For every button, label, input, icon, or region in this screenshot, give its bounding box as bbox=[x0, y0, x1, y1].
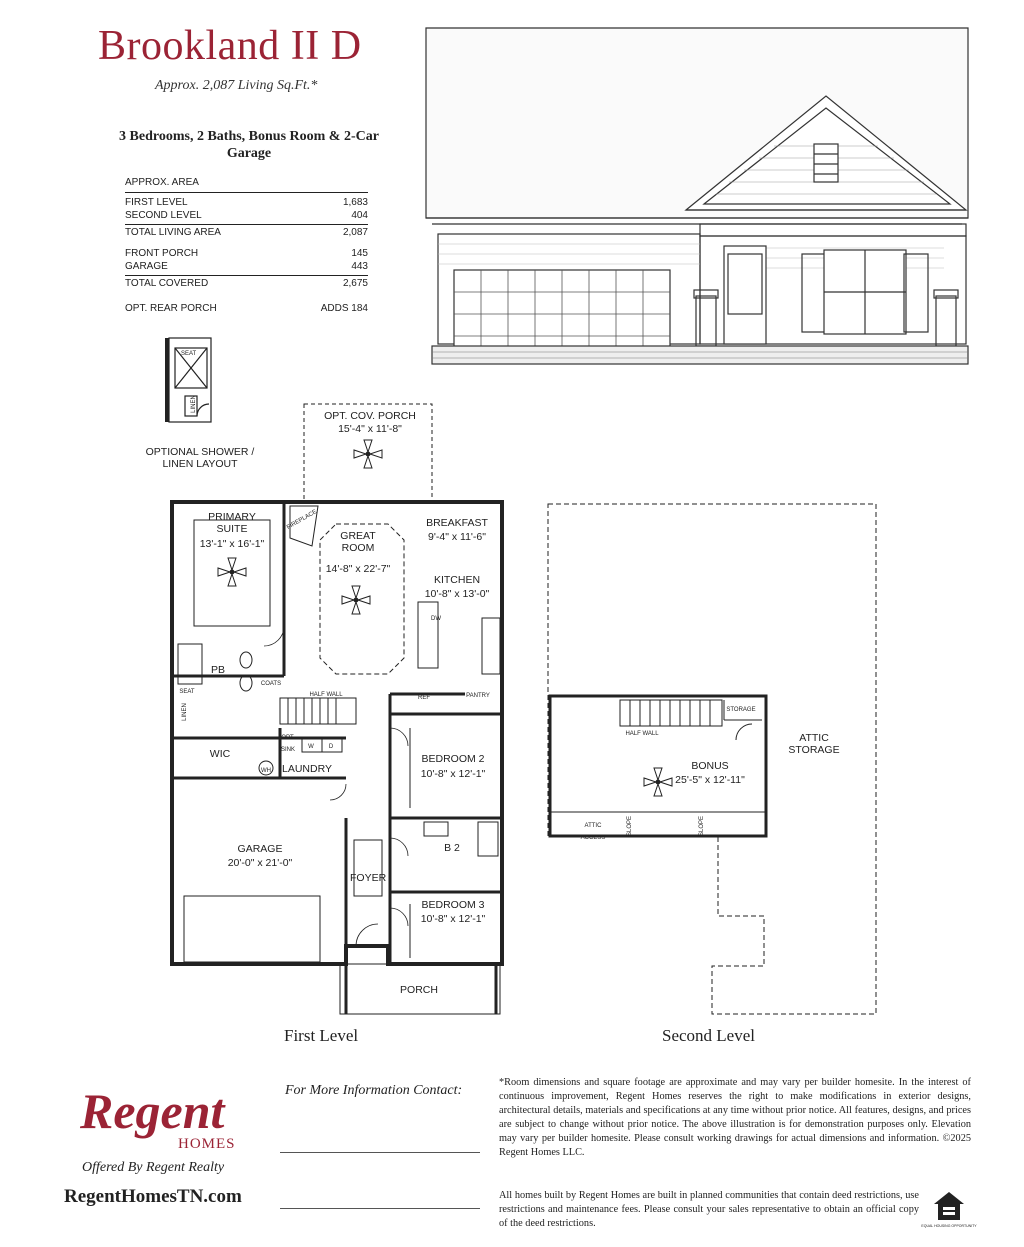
linen-label: LINEN bbox=[190, 395, 197, 413]
offered-by: Offered By Regent Realty bbox=[82, 1160, 225, 1175]
regent-homes-logo bbox=[74, 1078, 244, 1158]
plan-subtitle: Approx. 2,087 Living Sq.Ft.* bbox=[155, 78, 318, 93]
half-wall-label: HALF WALL bbox=[309, 692, 343, 698]
bedroom-3-label: BEDROOM 3 bbox=[421, 899, 485, 911]
seat-label-first: SEAT bbox=[179, 689, 195, 695]
fireplace-label: FIREPLACE bbox=[286, 509, 318, 531]
foyer-label: FOYER bbox=[350, 872, 387, 884]
plan-title: Brookland II D bbox=[98, 23, 362, 69]
slope-label-1: SLOPE bbox=[627, 816, 633, 837]
kitchen-label: KITCHEN bbox=[433, 574, 481, 586]
laundry-label: LAUNDRY bbox=[282, 763, 332, 775]
kitchen-dim: 10'-8" x 13'-0" bbox=[424, 588, 490, 600]
wic-label: WIC bbox=[209, 748, 231, 760]
pantry-label: PANTRY bbox=[466, 693, 490, 699]
bedroom-2-label: BEDROOM 2 bbox=[421, 753, 485, 765]
deed-restrictions-text: All homes built by Regent Homes are built in planned communities that contain deed restrictions, use restrictions and maintenance fees. Please consult your sales representative to obtain an official copy of the deed restrictions. bbox=[499, 1190, 919, 1229]
dryer-label: D bbox=[328, 744, 334, 750]
half-wall-label-second: HALF WALL bbox=[625, 731, 659, 737]
opt-sink-label: OPT. SINK bbox=[280, 735, 295, 753]
table-row: TOTAL COVERED 2,675 bbox=[125, 275, 368, 290]
great-room-label: GREAT ROOM bbox=[340, 530, 376, 554]
table-row: TOTAL LIVING AREA 2,087 bbox=[125, 224, 368, 239]
logo-main-text: Regent bbox=[80, 1083, 225, 1139]
opt-porch-label: OPT. COV. PORCH bbox=[324, 410, 416, 422]
great-room-dim: 14'-8" x 22'-7" bbox=[325, 563, 391, 575]
storage-label: STORAGE bbox=[726, 707, 756, 713]
area-table bbox=[125, 176, 368, 315]
garage-label: GARAGE bbox=[237, 843, 283, 855]
contact-label: For More Information Contact: bbox=[285, 1083, 463, 1098]
primary-suite-dim: 13'-1" x 16'-1" bbox=[199, 538, 265, 550]
equal-housing-icon bbox=[921, 1190, 977, 1230]
website-link[interactable]: RegentHomesTN.com bbox=[64, 1186, 242, 1207]
area-table-header: APPROX. AREA bbox=[125, 176, 368, 193]
front-elevation-drawing bbox=[424, 26, 970, 368]
bonus-dim: 25'-5" x 12'-11" bbox=[675, 774, 745, 786]
logo-sub-text: HOMES bbox=[178, 1136, 236, 1152]
table-row: FRONT PORCH 145 bbox=[125, 248, 368, 259]
second-level-caption: Second Level bbox=[662, 1026, 755, 1045]
contact-line-1 bbox=[280, 1152, 480, 1153]
table-row: OPT. REAR PORCH ADDS 184 bbox=[125, 303, 368, 314]
table-row: FIRST LEVEL 1,683 bbox=[125, 197, 368, 208]
breakfast-label: BREAKFAST bbox=[426, 517, 488, 529]
garage-dim: 20'-0" x 21'-0" bbox=[227, 857, 293, 869]
bedroom-2-dim: 10'-8" x 12'-1" bbox=[420, 768, 486, 780]
eho-text: EQUAL HOUSING OPPORTUNITY bbox=[921, 1224, 977, 1228]
attic-storage-label: ATTIC STORAGE bbox=[788, 732, 840, 756]
first-level-caption: First Level bbox=[284, 1026, 359, 1045]
primary-suite-label: PRIMARY SUITE bbox=[208, 511, 256, 535]
bath-2-label: B 2 bbox=[444, 842, 460, 854]
attic-access-label: ATTIC ACCESS bbox=[580, 823, 606, 841]
bedroom-3-dim: 10'-8" x 12'-1" bbox=[420, 913, 486, 925]
primary-bath-label: PB bbox=[210, 664, 225, 676]
disclaimer-text: *Room dimensions and square footage are approximate and may vary per builder homesite. In the interest of continuous improvement, Regent Homes reserves the right to make modifications in exterior designs, architectural details, materials and specifications at any time without prior notice. All features, designs, and prices are subject to change without prior notice. The above illustration is for demonstration purposes only. Elevation may vary per builder homesite. Please consult working drawings for actual dimensions and information. ©2025 Regent Homes LLC. bbox=[499, 1077, 971, 1158]
water-heater-label: WH bbox=[261, 768, 271, 774]
table-row: SECOND LEVEL 404 bbox=[125, 210, 368, 221]
first-level-floor-plan bbox=[160, 398, 520, 1020]
linen-label-first: LINEN bbox=[182, 703, 188, 721]
coats-label: COATS bbox=[260, 681, 282, 687]
opt-porch-dim: 15'-4" x 11'-8" bbox=[338, 423, 402, 435]
ref-label: REF bbox=[418, 695, 430, 701]
table-row: GARAGE 443 bbox=[125, 261, 368, 272]
slope-label-2: SLOPE bbox=[699, 816, 705, 837]
washer-label: W bbox=[308, 744, 314, 750]
breakfast-dim: 9'-4" x 11'-6" bbox=[428, 531, 486, 543]
contact-line-2 bbox=[280, 1208, 480, 1209]
dw-label: DW bbox=[431, 616, 441, 622]
bonus-label: BONUS bbox=[691, 760, 729, 772]
plan-headline: 3 Bedrooms, 2 Baths, Bonus Room & 2-Car Garage bbox=[119, 129, 379, 161]
seat-label: SEAT bbox=[181, 351, 197, 357]
porch-label: PORCH bbox=[400, 984, 438, 996]
optional-layout-caption: OPTIONAL SHOWER / LINEN LAYOUT bbox=[145, 446, 255, 470]
